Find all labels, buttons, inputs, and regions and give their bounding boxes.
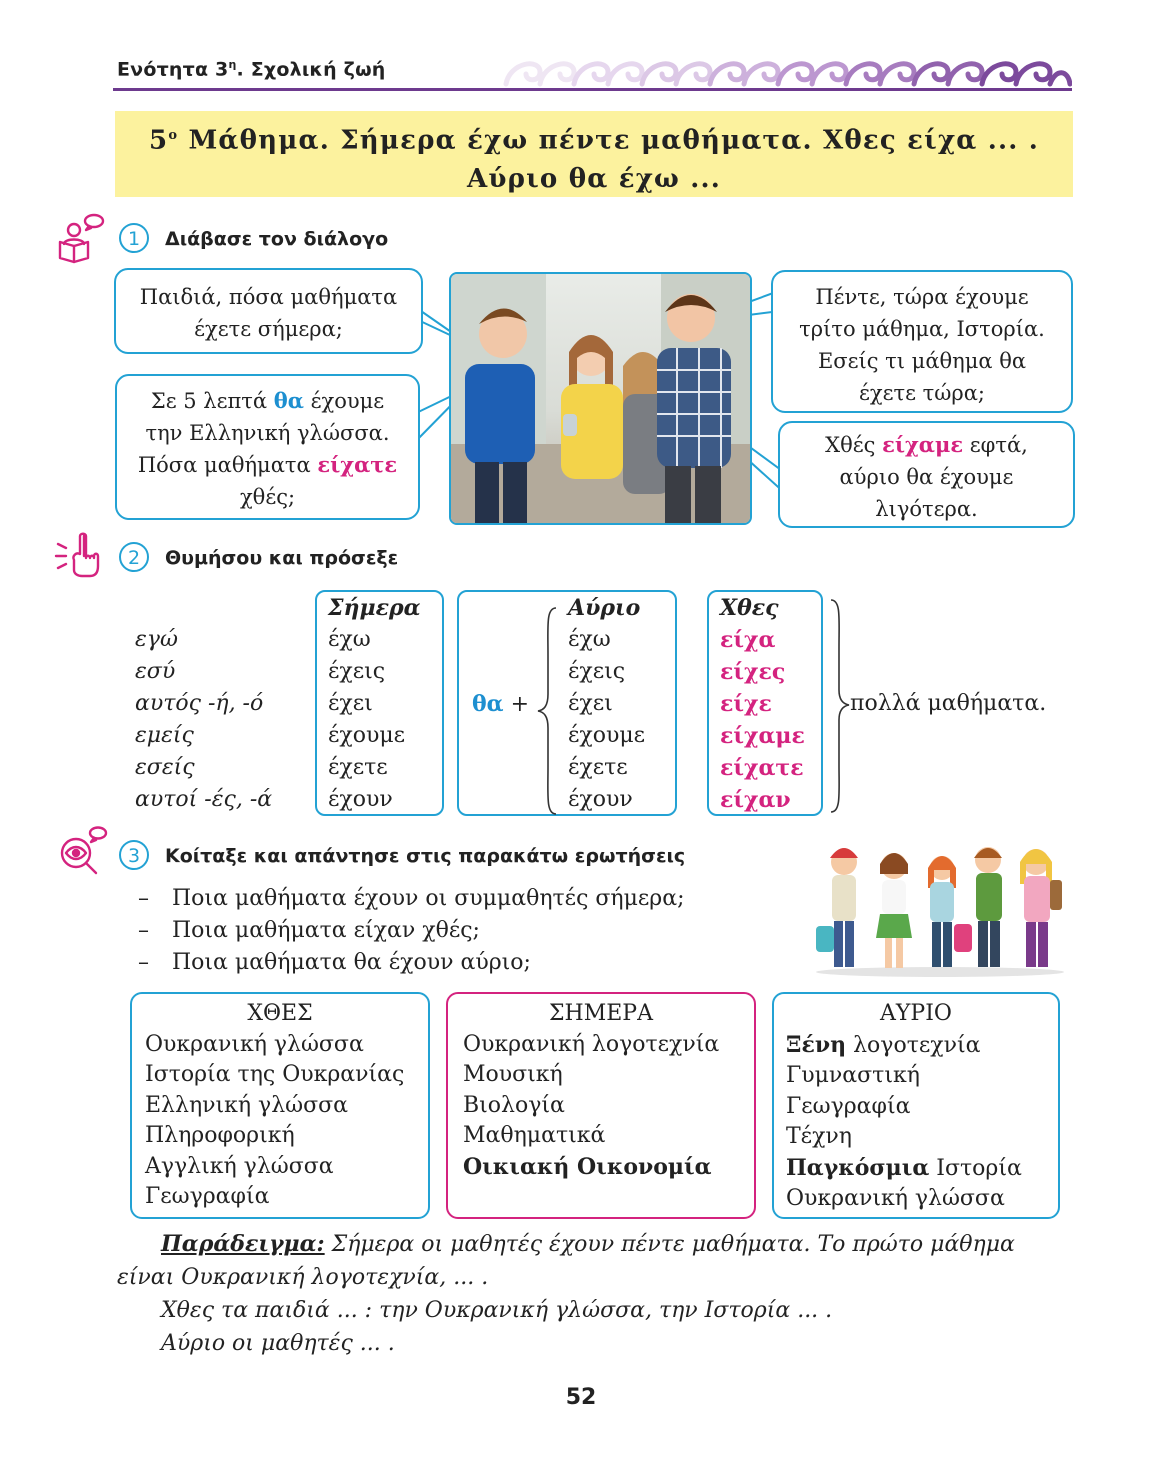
children-photo-illustration bbox=[451, 274, 752, 525]
list-item: Μουσική bbox=[463, 1062, 563, 1087]
list-item: Ξένη λογοτεχνία bbox=[786, 1031, 981, 1058]
pronoun-column bbox=[135, 624, 272, 816]
magnifier-eye-icon bbox=[56, 825, 108, 875]
page-number: 52 bbox=[565, 1385, 597, 1410]
list-item: Βιολογία bbox=[463, 1092, 565, 1118]
pointing-hand-icon bbox=[54, 530, 104, 578]
speech-bubble-boy: Σε 5 λεπτά θα έχουμε την Ελληνική γλώσσα. Πόσα μαθήματα είχατε χθές; bbox=[115, 374, 420, 520]
list-item: Παγκόσμια Ιστορία bbox=[786, 1154, 1022, 1181]
right-curly-brace bbox=[827, 598, 851, 814]
verb-form: έχει bbox=[568, 691, 613, 716]
speech-bubble-teacher: Παιδιά, πόσα μαθήματα έχετε σήμερα; bbox=[114, 268, 423, 354]
pronoun: αυτός -ή, -ό bbox=[135, 691, 264, 716]
list-item: Μαθηματικά bbox=[463, 1123, 606, 1148]
section-title-3: Κοίταξε και απάντησε στις παρακάτω ερωτήσεις bbox=[165, 845, 686, 867]
schedule-heading: ΧΘΕΣ bbox=[247, 1001, 313, 1026]
verb-form: έχω bbox=[568, 627, 611, 652]
tomorrow-schedule bbox=[772, 992, 1060, 1219]
section-title-1: Διάβασε τον διάλογο bbox=[165, 228, 389, 250]
question-list bbox=[138, 883, 685, 979]
list-item: – Ποια μαθήματα είχαν χθές; bbox=[138, 918, 480, 943]
list-item: Αγγλική γλώσσα bbox=[145, 1153, 334, 1179]
section-title-2: Θυμήσου και πρόσεξε bbox=[165, 547, 399, 569]
list-item: Ουκρανική γλώσσα bbox=[145, 1031, 364, 1057]
today-schedule bbox=[446, 992, 756, 1219]
verb-form: έχει bbox=[328, 691, 373, 716]
speech-bubble-boy-right: Χθές είχαμε εφτά, αύριο θα έχουμε λιγότερα. bbox=[778, 421, 1075, 528]
verb-form: έχετε bbox=[328, 755, 388, 780]
lesson-title: $5^o$ Μάθημα. Σήμερα έχω πέντε μαθήματα. Χθες είχα ... . Αύριο θα έχω ... bbox=[149, 125, 1039, 194]
list-item: Ιστορία της Ουκρανίας bbox=[145, 1062, 405, 1087]
verb-form: έχουμε bbox=[568, 723, 646, 748]
pronoun: αυτοί -ές, -ά bbox=[135, 787, 273, 812]
yesterday-schedule bbox=[130, 992, 430, 1219]
verb-form: έχουν bbox=[328, 787, 393, 812]
list-item: – Ποια μαθήματα έχουν οι συμμαθητές σήμερα; bbox=[138, 886, 685, 911]
pronoun: εμείς bbox=[135, 723, 194, 748]
list-item: Γεωγραφία bbox=[145, 1184, 270, 1209]
list-item: Γεωγραφία bbox=[786, 1093, 911, 1119]
past-heading: Χθες bbox=[720, 595, 779, 621]
example-paragraph: Παράδειγμα: Σήμερα οι μαθητές έχουν πέντε μαθήματα. Το πρώτο μάθημα είναι Ουκρανική λογοτεχνία, ... . Χθες τα παιδιά ... : την Ουκρανική γλώσσα, την Ιστορία ... . Αύριο οι μαθητές ... . bbox=[117, 1231, 1015, 1356]
list-item: Πληροφορική bbox=[145, 1123, 295, 1148]
speech-bubble-girl: Πέντε, τώρα έχουμε τρίτο μάθημα, Ιστορία. Εσείς τι μάθημα θα έχετε τώρα; bbox=[771, 270, 1073, 413]
verb-form: έχετε bbox=[568, 755, 628, 780]
schedule-heading: ΑΥΡΙΟ bbox=[880, 1001, 952, 1026]
verb-form: έχεις bbox=[568, 659, 626, 684]
verb-form: έχεις bbox=[328, 659, 386, 684]
pronoun: εγώ bbox=[135, 627, 178, 652]
future-tense-column bbox=[568, 592, 645, 816]
list-item: Ουκρανική λογοτεχνία bbox=[463, 1031, 720, 1057]
wave-ornament bbox=[500, 48, 1072, 88]
verb-form: είχε bbox=[720, 691, 772, 717]
present-heading: Σήμερα bbox=[328, 595, 421, 621]
future-prefix: θα + bbox=[472, 691, 530, 717]
pronoun: εσύ bbox=[135, 659, 176, 684]
section-number-2: 2 bbox=[119, 542, 149, 572]
verb-form: είχα bbox=[720, 627, 776, 653]
list-item: Οικιακή Οικονομία bbox=[463, 1153, 712, 1180]
header-rule bbox=[113, 88, 1072, 91]
section-number-1: 1 bbox=[119, 223, 149, 253]
verb-form: είχατε bbox=[720, 755, 804, 781]
list-item: Ελληνική γλώσσα bbox=[145, 1092, 348, 1118]
verb-form: έχουν bbox=[568, 787, 633, 812]
left-curly-brace bbox=[536, 606, 560, 816]
children-photo bbox=[449, 272, 752, 525]
verb-form: έχουμε bbox=[328, 723, 406, 748]
students-illustration bbox=[812, 838, 1068, 978]
verb-form: έχω bbox=[328, 627, 371, 652]
example-label: Παράδειγμα: bbox=[161, 1231, 325, 1257]
verb-form: είχες bbox=[720, 659, 786, 685]
past-tense-column bbox=[720, 592, 805, 816]
schedule-heading: ΣΗΜΕΡΑ bbox=[548, 1001, 654, 1026]
future-heading: Αύριο bbox=[568, 595, 641, 621]
list-item: Ουκρανική γλώσσα bbox=[786, 1186, 1005, 1211]
list-item: Γυμναστική bbox=[786, 1063, 920, 1088]
list-item: Τέχνη bbox=[786, 1124, 852, 1149]
table-suffix: πολλά μαθήματα. bbox=[850, 691, 1047, 716]
unit-title: Ενότητα $3^\eta$. Σχολική ζωή bbox=[117, 58, 386, 81]
section-number-3: 3 bbox=[119, 840, 149, 870]
pronoun: εσείς bbox=[135, 755, 195, 780]
present-tense-column bbox=[328, 592, 421, 816]
verb-form: είχαν bbox=[720, 787, 791, 813]
reading-icon bbox=[56, 212, 106, 264]
verb-form: είχαμε bbox=[720, 723, 805, 749]
list-item: – Ποια μαθήματα θα έχουν αύριο; bbox=[138, 950, 531, 975]
